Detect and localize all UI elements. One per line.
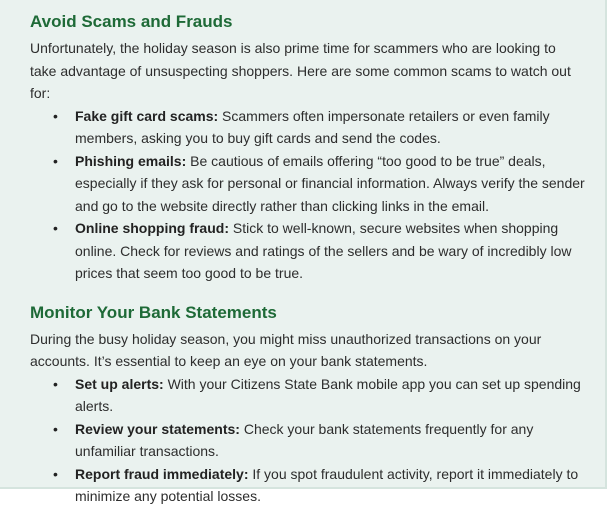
bullet-icon: • <box>53 375 58 392</box>
section-avoid-scams <box>30 10 586 285</box>
bullet-icon: • <box>53 152 58 169</box>
item-text: With your Citizens State Bank mobile app you can set up spending alerts. <box>75 375 581 414</box>
bullet-icon: • <box>53 107 58 124</box>
item-text: Stick to well-known, secure websites when shopping online. Check for reviews and ratings of the sellers and be wary of incredibly low prices that seem too good to be true. <box>75 220 572 281</box>
list-item <box>53 150 586 218</box>
list-item <box>53 418 586 463</box>
item-label: Report fraud immediately: <box>75 465 249 482</box>
section-intro: Unfortunately, the holiday season is also prime time for scammers who are looking to take advantage of unsuspecting shoppers. Here are some common scams to watch out for: <box>30 40 571 101</box>
section-heading: Monitor Your Bank Statements <box>30 302 277 322</box>
bank-tips-list <box>30 373 586 508</box>
item-label: Online shopping fraud: <box>75 220 229 236</box>
scam-list <box>30 105 586 285</box>
item-label: Set up alerts: <box>75 375 164 392</box>
list-item <box>53 463 586 508</box>
section-monitor-statements <box>30 301 586 508</box>
list-item <box>53 373 586 418</box>
item-label: Phishing emails: <box>75 152 187 169</box>
item-text: If you spot fraudulent activity, report it immediately to minimize any potential losses. <box>75 465 579 504</box>
bullet-icon: • <box>53 465 58 482</box>
item-text: Check your bank statements frequently for any unfamiliar transactions. <box>75 420 534 459</box>
bullet-icon: • <box>53 220 58 236</box>
list-item <box>53 105 586 150</box>
item-text: Be cautious of emails offering “too good to be true” deals, especially if they ask for personal or financial information. Always verify the sender and go to the website directly rather than clicking links in the email. <box>75 152 585 214</box>
list-item <box>53 217 586 285</box>
item-text: Scammers often impersonate retailers or even family members, asking you to buy gift cards and send the codes. <box>75 107 550 146</box>
bullet-icon: • <box>53 420 58 437</box>
section-intro: During the busy holiday season, you might miss unauthorized transactions on your accounts. It’s essential to keep an eye on your bank statements. <box>30 330 542 369</box>
item-label: Fake gift card scams: <box>75 107 219 124</box>
section-heading: Avoid Scams and Frauds <box>30 12 233 31</box>
item-label: Review your statements: <box>75 420 240 437</box>
